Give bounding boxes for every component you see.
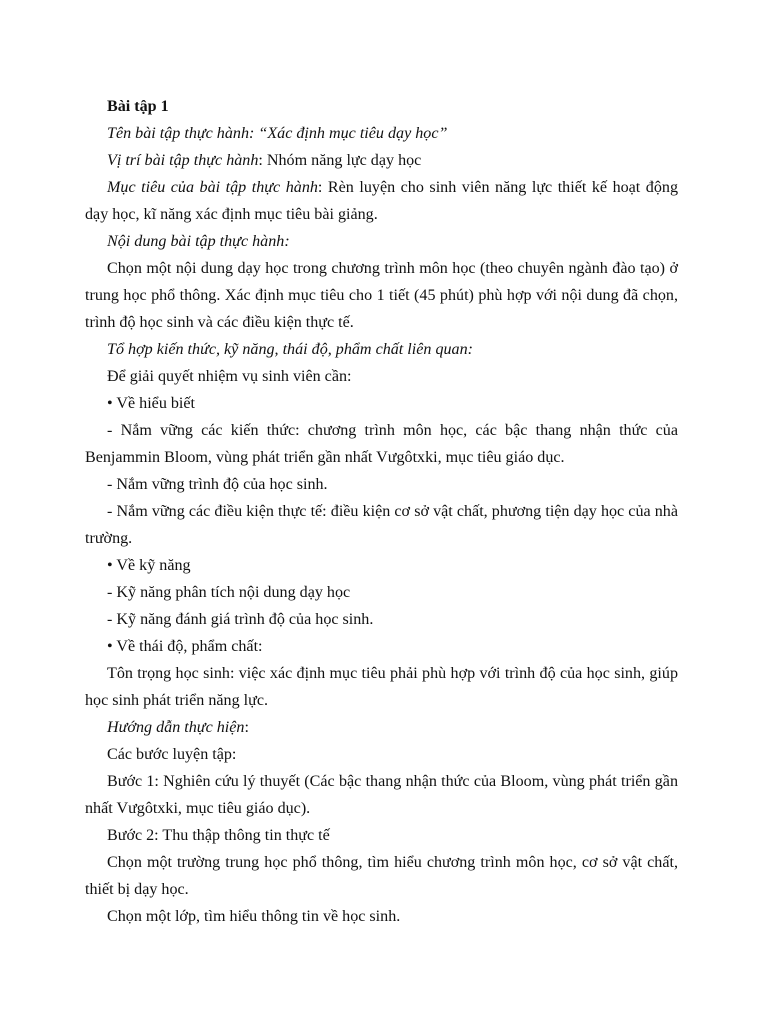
step-2-text: Bước 2: Thu thập thông tin thực tế [107,827,330,844]
step-2-class-text: Chọn một lớp, tìm hiểu thông tin về học sinh. [107,908,401,925]
knowledge-item-3: - Nắm vững các điều kiện thực tế: điều kiện cơ sở vật chất, phương tiện dạy học của nhà trường. [85,503,678,547]
practice-steps-label: Các bước luyện tập: [107,746,237,763]
exercise-name-paragraph [85,120,678,147]
competency-combination-label: Tổ hợp kiến thức, kỹ năng, thái độ, phẩm chất liên quan: [107,341,474,358]
bullet-knowledge: • Về hiểu biết [107,395,196,412]
step-1-text: Bước 1: Nghiên cứu lý thuyết (Các bậc thang nhận thức của Bloom, vùng phát triển gần nhất Vưgôtxki, mục tiêu giáo dục). [85,773,678,817]
exercise-position-label: Vị trí bài tập thực hành [107,152,259,169]
skill-item-1: - Kỹ năng phân tích nội dung dạy học [107,584,351,601]
exercise-content-text: Chọn một nội dung dạy học trong chương trình môn học (theo chuyên ngành đào tạo) ở trung học phổ thông. Xác định mục tiêu cho 1 tiết (45 phút) phù hợp với nội dung đã chọn, trình độ học sinh và các điều kiện thực tế. [85,260,678,331]
attitude-text: Tôn trọng học sinh: việc xác định mục tiêu phải phù hợp với trình độ của học sinh, giúp học sinh phát triển năng lực. [85,665,678,709]
skill-item-2: - Kỹ năng đánh giá trình độ của học sinh. [107,611,374,628]
instructions-label: Hướng dẫn thực hiện [107,719,245,736]
exercise-goal-label: Mục tiêu của bài tập thực hành [107,179,318,196]
exercise-position-text: : Nhóm năng lực dạy học [258,152,422,169]
bullet-attitude: • Về thái độ, phẩm chất: [107,638,263,655]
exercise-title: Bài tập 1 [107,98,169,115]
exercise-goal-paragraph [85,174,678,228]
knowledge-item-1: - Nắm vững các kiến thức: chương trình môn học, các bậc thang nhận thức của Benjammin Bloom, vùng phát triển gần nhất Vưgôtxki, mục tiêu giáo dục. [85,422,678,466]
exercise-position-paragraph [85,147,678,174]
exercise-goal-text: : Rèn luyện cho sinh viên năng lực thiết kế hoạt động dạy học, kĩ năng xác định mục tiêu bài giảng. [85,179,678,223]
instructions-paragraph [85,714,678,741]
step-2-school-text: Chọn một trường trung học phổ thông, tìm hiểu chương trình môn học, cơ sở vật chất, thiết bị dạy học. [85,854,678,898]
knowledge-item-2: - Nắm vững trình độ của học sinh. [107,476,328,493]
document-body [85,93,678,930]
exercise-content-label: Nội dung bài tập thực hành: [107,233,290,250]
exercise-name-label: Tên bài tập thực hành: “Xác định mục tiêu dạy học” [107,125,448,142]
requirements-intro: Để giải quyết nhiệm vụ sinh viên cần: [107,368,352,385]
instructions-colon: : [244,719,249,736]
bullet-skills: • Về kỹ năng [107,557,191,574]
